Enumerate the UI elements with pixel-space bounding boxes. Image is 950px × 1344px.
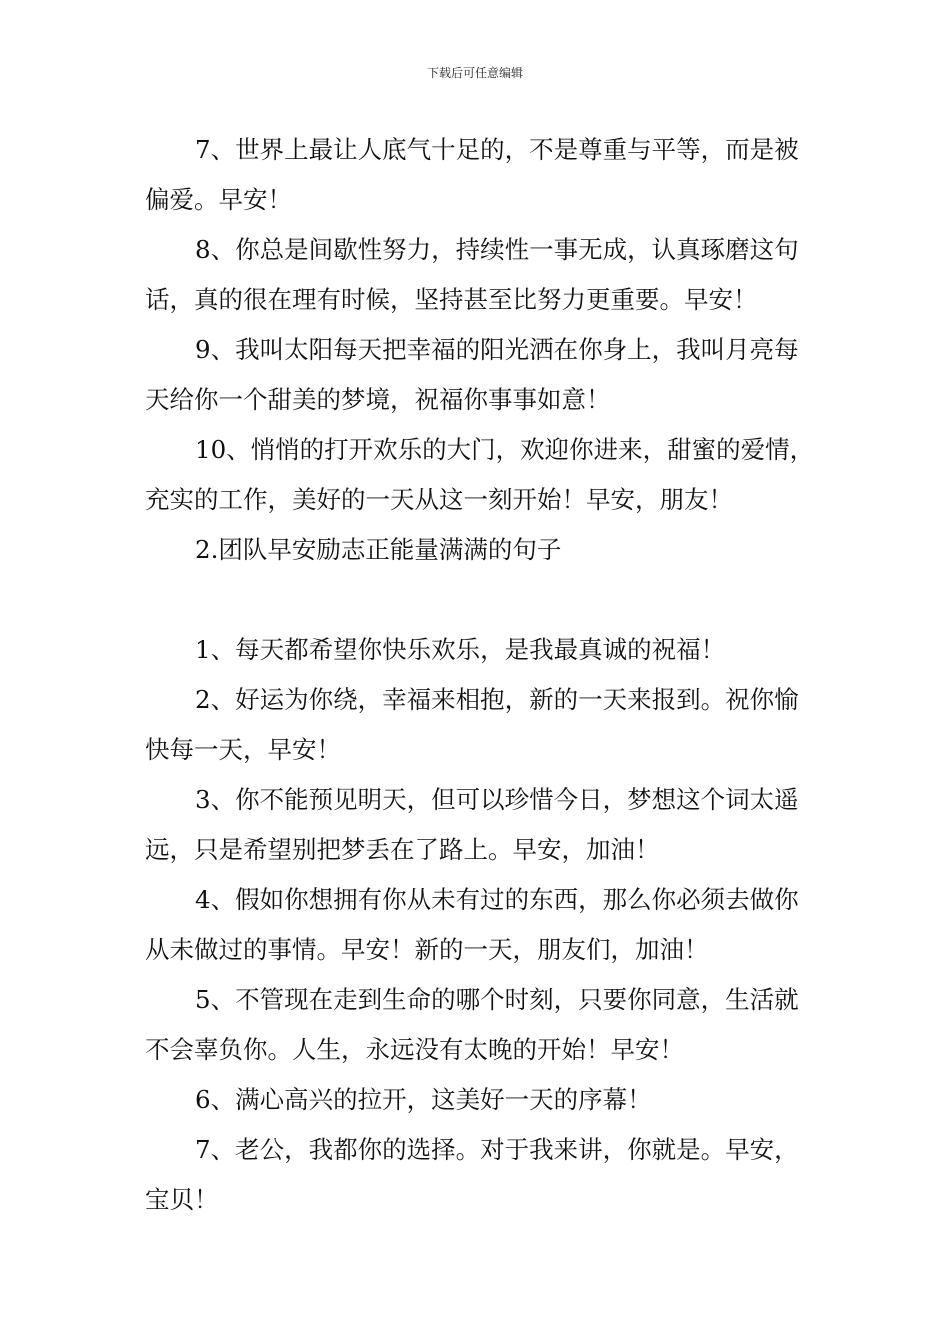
section-paragraph-1: 1、每天都希望你快乐欢乐，是我最真诚的祝福！ — [195, 635, 726, 664]
section-paragraph-2: 2、好运为你绕，幸福来相抱，新的一天来报到。祝你愉快每一天，早安！ — [145, 685, 799, 764]
section-heading: 2.团队早安励志正能量满满的句子 — [195, 535, 562, 564]
page-header: 下载后可任意编辑 — [426, 66, 523, 80]
section-paragraph-5: 5、不管现在走到生命的哪个时刻，只要你同意，生活就不会辜负你。人生，永远没有太晚的开始！早安！ — [145, 985, 799, 1064]
section-paragraph-4: 4、假如你想拥有你从未有过的东西，那么你必须去做你从未做过的事情。早安！新的一天，朋友们，加油！ — [145, 885, 799, 964]
section-paragraph-7: 7、老公，我都你的选择。对于我来讲，你就是。早安，宝贝！ — [145, 1135, 799, 1214]
section-paragraph-3: 3、你不能预见明天，但可以珍惜今日，梦想这个词太遥远，只是希望别把梦丢在了路上。早安，加油！ — [145, 785, 799, 864]
paragraph-9: 9、我叫太阳每天把幸福的阳光洒在你身上，我叫月亮每天给你一个甜美的梦境，祝福你事事如意！ — [145, 335, 799, 414]
paragraph-8: 8、你总是间歇性努力，持续性一事无成，认真琢磨这句话，真的很在理有时候，坚持甚至比努力更重要。早安！ — [145, 235, 799, 314]
section-paragraph-6: 6、满心高兴的拉开，这美好一天的序幕！ — [195, 1085, 652, 1114]
document-body — [145, 125, 820, 1225]
paragraph-10: 10、悄悄的打开欢乐的大门，欢迎你进来，甜蜜的爱情，充实的工作，美好的一天从这一刻开始！早安，朋友！ — [145, 435, 815, 514]
paragraph-7: 7、世界上最让人底气十足的，不是尊重与平等，而是被偏爱。早安！ — [145, 135, 799, 214]
